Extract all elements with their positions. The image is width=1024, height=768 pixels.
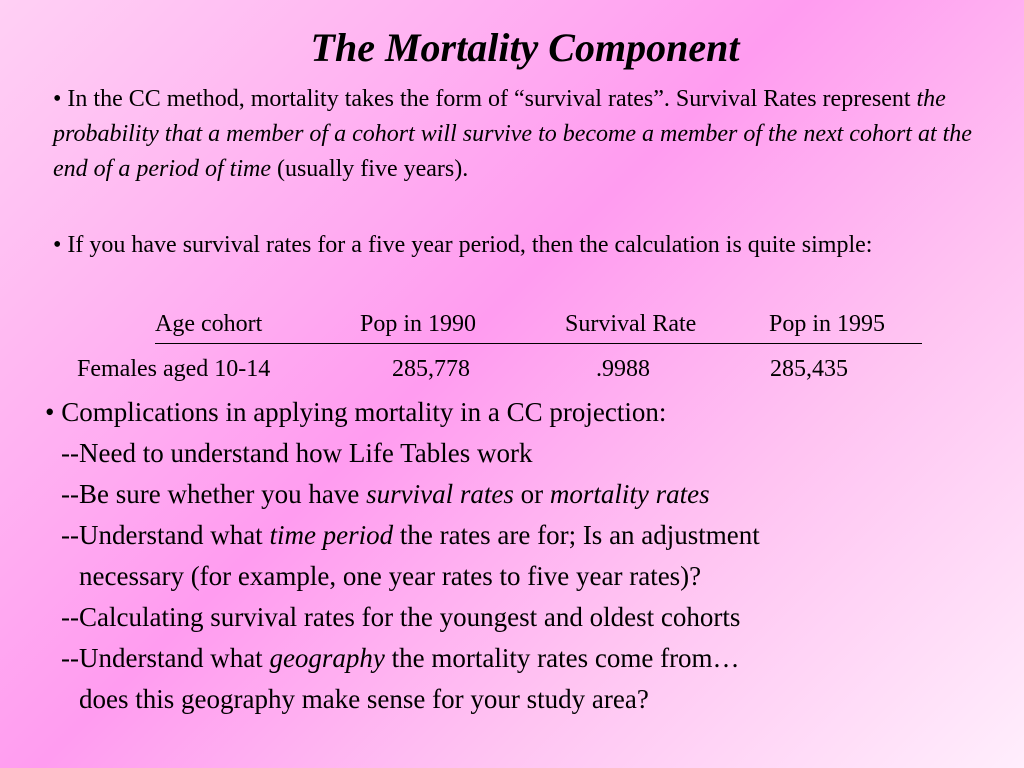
cell-age-cohort: Females aged 10-14 [77,356,271,382]
item5-italic: geography [269,643,385,673]
cell-pop-1990: 285,778 [392,356,470,382]
cell-survival-rate: .9988 [596,356,650,382]
table-header-row [155,307,922,344]
item2-mid: or [513,479,550,509]
header-pop-1990: Pop in 1990 [360,311,477,337]
complication-life-tables: --Need to understand how Life Tables work [61,438,533,468]
header-pop-1995: Pop in 1995 [769,311,886,337]
item5-post: the mortality rates come from… [384,643,740,673]
header-age-cohort: Age cohort [155,311,263,337]
item2-pre: --Be sure whether you have [61,479,367,509]
item5-pre: --Understand what [61,643,270,673]
complication-youngest-oldest: --Calculating survival rates for the youngest and oldest cohorts [61,602,741,632]
complication-rate-type [45,474,1005,515]
header-survival-rate: Survival Rate [565,311,697,337]
complication-time-period [45,515,1005,556]
item2-italic-mortality: mortality rates [549,479,710,509]
complication-geography [45,638,1005,679]
complication-geography-cont: does this geography make sense for your study area? [79,684,649,714]
bullet-calculation-intro: • If you have survival rates for a five year period, then the calculation is quite simple: [53,232,873,258]
cell-pop-1995: 285,435 [770,356,848,382]
item3-post: the rates are for; Is an adjustment [393,520,760,550]
complication-time-period-cont: necessary (for example, one year rates to five year rates)? [79,561,702,591]
bullet1-text-end: (usually five years). [270,156,469,182]
bullet1-text: • In the CC method, mortality takes the form of “survival rates”. Survival Rates represent [53,86,917,112]
bullet-survival-rates-definition [53,82,973,187]
bullet1-italic-definition: the probability that a member of a cohort will survive to become a member of the next cohort at the end of a period of time [53,86,972,182]
item2-italic-survival: survival rates [366,479,514,509]
complications-list [45,392,1005,720]
slide-title: The Mortality Component [310,25,740,70]
complications-heading: • Complications in applying mortality in a CC projection: [45,397,667,427]
table-row [0,352,1024,388]
item3-italic: time period [269,520,394,550]
item3-pre: --Understand what [61,520,270,550]
